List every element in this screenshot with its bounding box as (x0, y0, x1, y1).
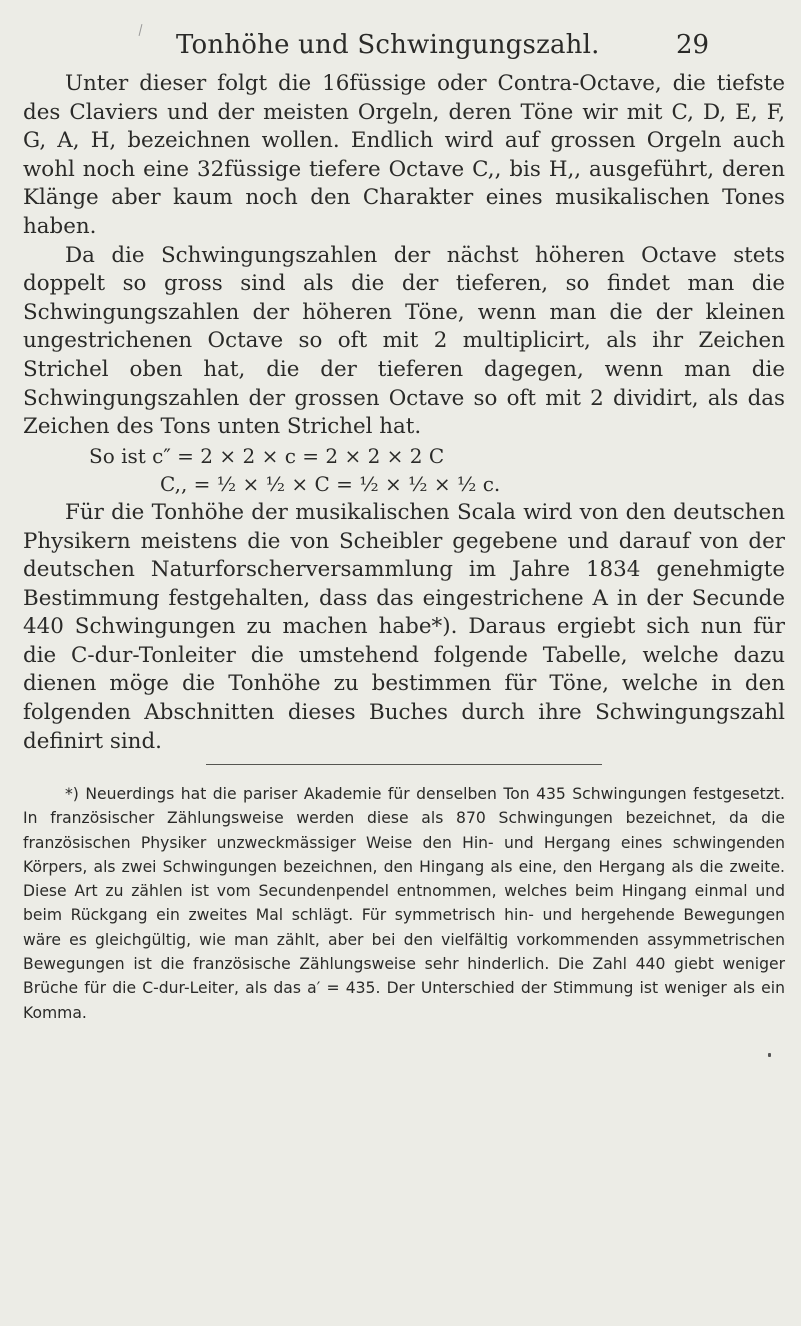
formula-line-2: C,, = ½ × ½ × C = ½ × ½ × ½ c. (160, 472, 501, 497)
running-header (0, 30, 801, 74)
footnote (23, 782, 785, 1025)
paragraph-vibration-doubling: Da die Schwingungszahlen der nächst höheren Octave stets doppelt so gross sind als die der tieferen, so findet man die Schwingungszahlen der höheren Töne, wenn man die der kleinen ungestrichenen Octave so oft mit 2 multiplicirt, als ihr Zeichen Strichel oben hat, die der tieferen dagegen, wenn man die Schwingungszahlen der grossen Octave so oft mit 2 dividirt, als das Zeichen des Tons unten Strichel hat. (23, 242, 785, 440)
footnote-text: *) Neuerdings hat die pariser Akademie für denselben Ton 435 Schwingungen festgesetzt. In französischer Zählungsweise werden diese als 870 Schwingungen bezeichnet, da die französischen Physiker unzweckmässiger Weise den Hin- und Hergang eines schwingenden Körpers, als zwei Schwingungen bezeichnen, den Hingang als eine, den Hergang als die zweite. Diese Art zu zählen ist vom Secundenpendel entnommen, welches beim Hingang einmal und beim Rückgang ein zweites Mal schlägt. Für symmetrisch hin- und hergehende Bewegungen wäre es gleichgültig, wie man zählt, aber bei den vielfältig vorkommenden assymmetrischen Bewegungen ist die französische Zählungsweise sehr hinderlich. Die Zahl 440 giebt weniger Brüche für die C-dur-Leiter, als das a′ = 435. Der Unterschied der Stimmung ist weniger als ein Komma. (23, 785, 785, 1022)
print-speck (768, 1053, 771, 1057)
footnote-divider (206, 764, 602, 765)
running-title: Tonhöhe und Schwingungszahl. (176, 30, 600, 60)
formula-line-1: So ist c″ = 2 × 2 × c = 2 × 2 × 2 C (89, 443, 445, 468)
main-text (23, 70, 785, 756)
page-number: 29 (676, 30, 710, 60)
paragraph-contra-octave: Unter dieser folgt die 16füssige oder Contra-Octave, die tiefste des Claviers und der meisten Orgeln, deren Töne wir mit C, D, E, F, G, A, H, bezeichnen wollen. Endlich wird auf grossen Orgeln auch wohl noch eine 32füssige tiefere Octave C,, bis H,, ausgeführt, deren Klänge aber kaum noch den Charakter eines musikalischen Tones haben. (23, 71, 785, 239)
paragraph-pitch-standard: Für die Tonhöhe der musikalischen Scala wird von den deutschen Physikern meistens die von Scheibler gegebene und darauf von der deutschen Naturforscherversammlung im Jahre 1834 genehmigte Bestimmung festgehalten, dass das eingestrichene A in der Secunde 440 Schwingungen zu machen habe*). Daraus ergiebt sich nun für die C-dur-Tonleiter die umstehend folgende Tabelle, welche dazu dienen möge die Tonhöhe zu bestimmen für Töne, welche in den folgenden Abschnitten dieses Buches durch ihre Schwingungszahl definirt sind. (23, 499, 785, 754)
